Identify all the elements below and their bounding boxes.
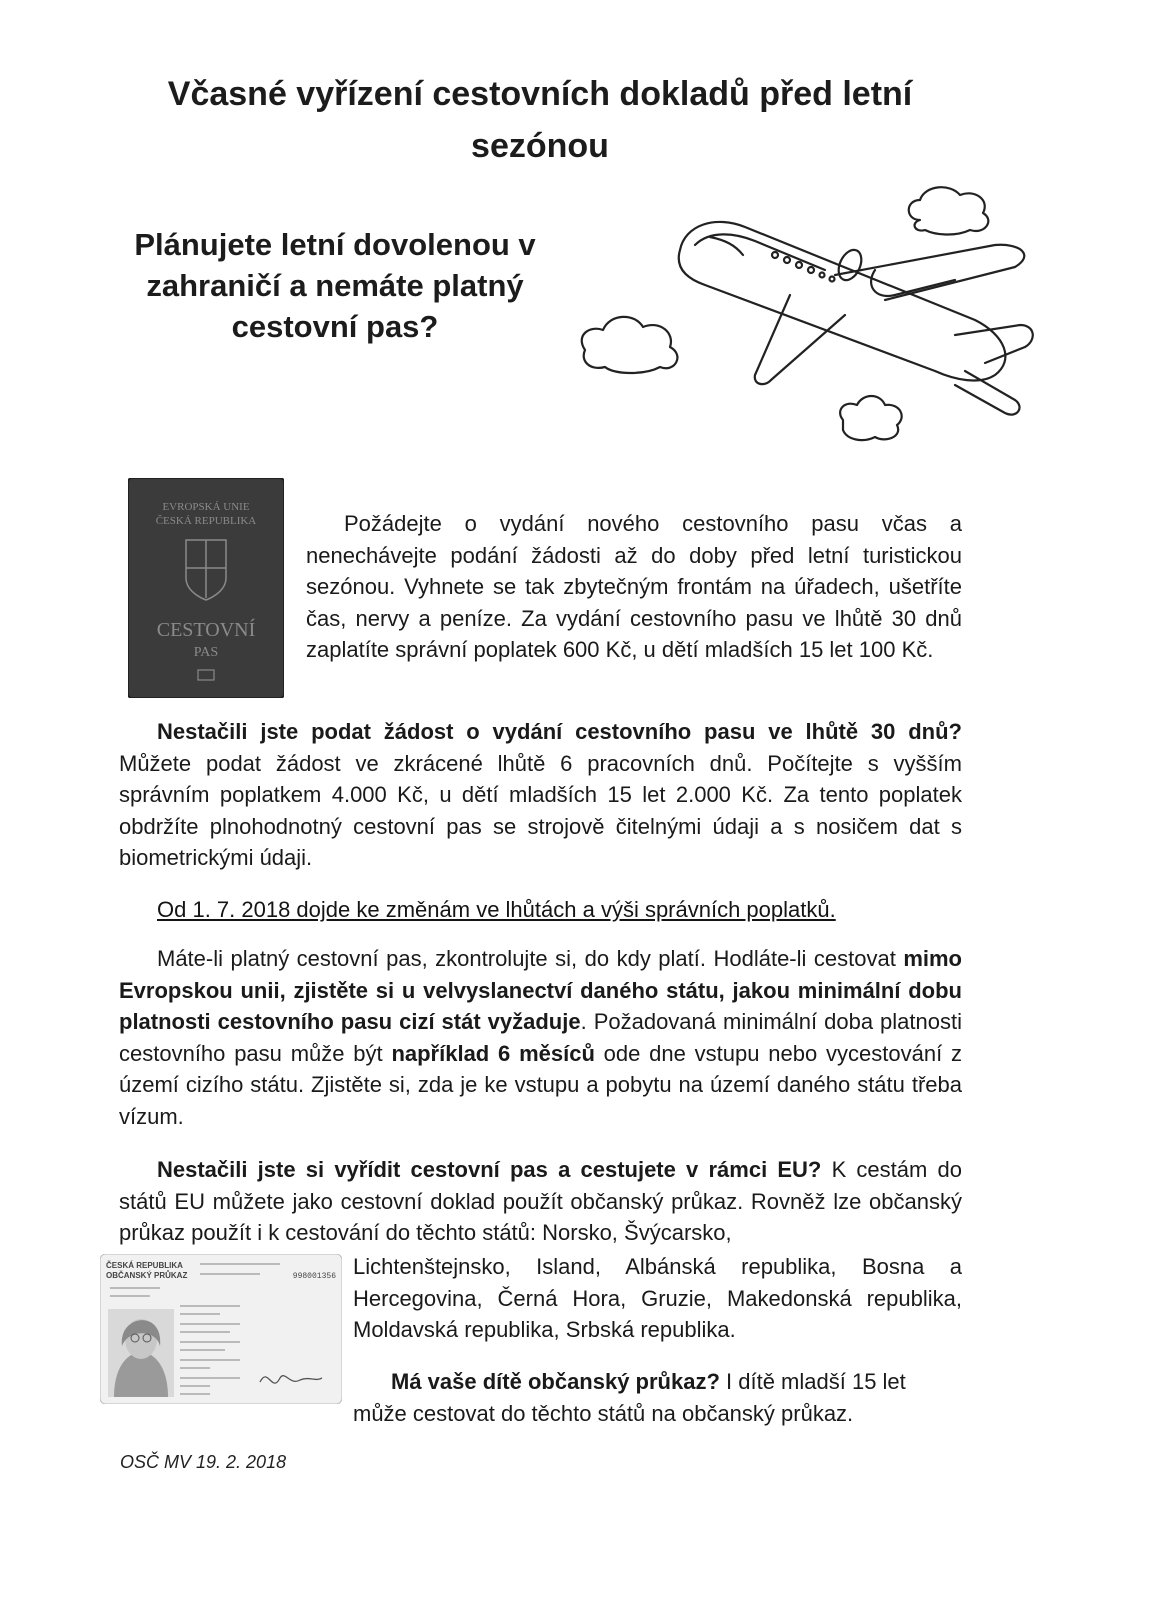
passport-cover-subtitle: PAS [193,645,219,660]
cloud-icon [582,317,678,373]
cloud-icon [840,396,902,440]
paragraph-validity [119,943,962,1132]
id-card-header: ČESKÁ REPUBLIKA [106,1261,183,1270]
passport-image [128,478,284,698]
passport-cover-text: EVROPSKÁ UNIE [162,501,250,513]
footer-source: OSČ MV 19. 2. 2018 [120,1452,287,1472]
paragraph-bold-lead: Nestačili jste si vyřídit cestovní pas a cestujete v rámci EU? [157,1157,822,1182]
passport-cover-title: CESTOVNÍ [156,619,256,641]
passport-cover-text: ČESKÁ REPUBLIKA [155,515,257,527]
page-title: Včasné vyřízení cestovních dokladů před letní sezónou [167,75,913,165]
paragraph-shortened-deadline [119,716,962,874]
paragraph-change-notice: Od 1. 7. 2018 dojde ke změnám ve lhůtách a výši správních poplatků. [157,897,836,922]
paragraph-bold-lead: Má vaše dítě občanský průkaz? [391,1369,720,1394]
paragraph-bold-lead: Nestačili jste podat žádost o vydání cestovního pasu ve lhůtě 30 dnů? [157,719,962,744]
paragraph-text: . Požadovaná minimální doba platnosti cestovního pasu může být [119,1009,962,1066]
headline-question: Plánujete letní dovolenou v zahraničí a nemáte platný cestovní pas? [134,227,536,344]
id-card-image [100,1254,342,1404]
paragraph-eu-travel [119,1154,962,1249]
paragraph-text: I dítě mladší 15 let může cestovat do těchto států na občanský průkaz. [353,1369,906,1426]
paragraph-text: ode dne vstupu nebo vycestování z území cizího státu. Zjistěte si, zda je ke vstupu a pobytu na území daného státu třeba vízum. [119,1040,962,1129]
paragraph-child-id [353,1366,962,1429]
id-card-header-2: OBČANSKÝ PRŮKAZ [106,1271,188,1280]
id-card-number: 998001356 [292,1272,336,1281]
paragraph-text: Máte-li platný cestovní pas, zkontrolujte si, do kdy platí. Hodláte-li cestovat [157,946,904,971]
paragraph-bold: mimo Evropskou unii, zjistěte si u velvyslanectví daného státu, jakou minimální dobu platnosti cestovního pasu cizí stát vyžaduje [119,946,962,1034]
airplane-illustration [575,175,1045,465]
paragraph-text: Můžete podat žádost ve zkrácené lhůtě 6 pracovních dnů. Počítejte s vyšším správním poplatkem 4.000 Kč, u dětí mladších 15 let 2.000 Kč. Za tento poplatek obdržíte plnohodnotný cestovní pas se strojově čitelnými údaji a s nosičem dat s biometrickými údaji. [119,750,962,870]
paragraph-apply-early: Požádejte o vydání nového cestovního pasu včas a nenechávejte podání žádosti až do doby před letní turistickou sezónou. Vyhnete se tak zbytečným frontám na úřadech, ušetříte čas, nervy a peníze. Za vydání cestovního pasu ve lhůtě 30 dnů zaplatíte správní poplatek 600 Kč, u dětí mladších 15 let 100 Kč. [306,511,962,662]
paragraph-text: K cestám do států EU můžete jako cestovní doklad použít občanský průkaz. Rovněž lze občanský průkaz použít i k cestování do těchto států: Norsko, Švýcarsko, [119,1157,962,1245]
paragraph-bold: například 6 měsíců [391,1040,595,1066]
id-photo-portrait [108,1309,174,1397]
cloud-icon [909,187,989,234]
paragraph-country-list: Lichtenštejnsko, Island, Albánská republika, Bosna a Hercegovina, Černá Hora, Gruzie, Makedonská republika, Moldavská republika, Srbská republika. [353,1254,962,1342]
